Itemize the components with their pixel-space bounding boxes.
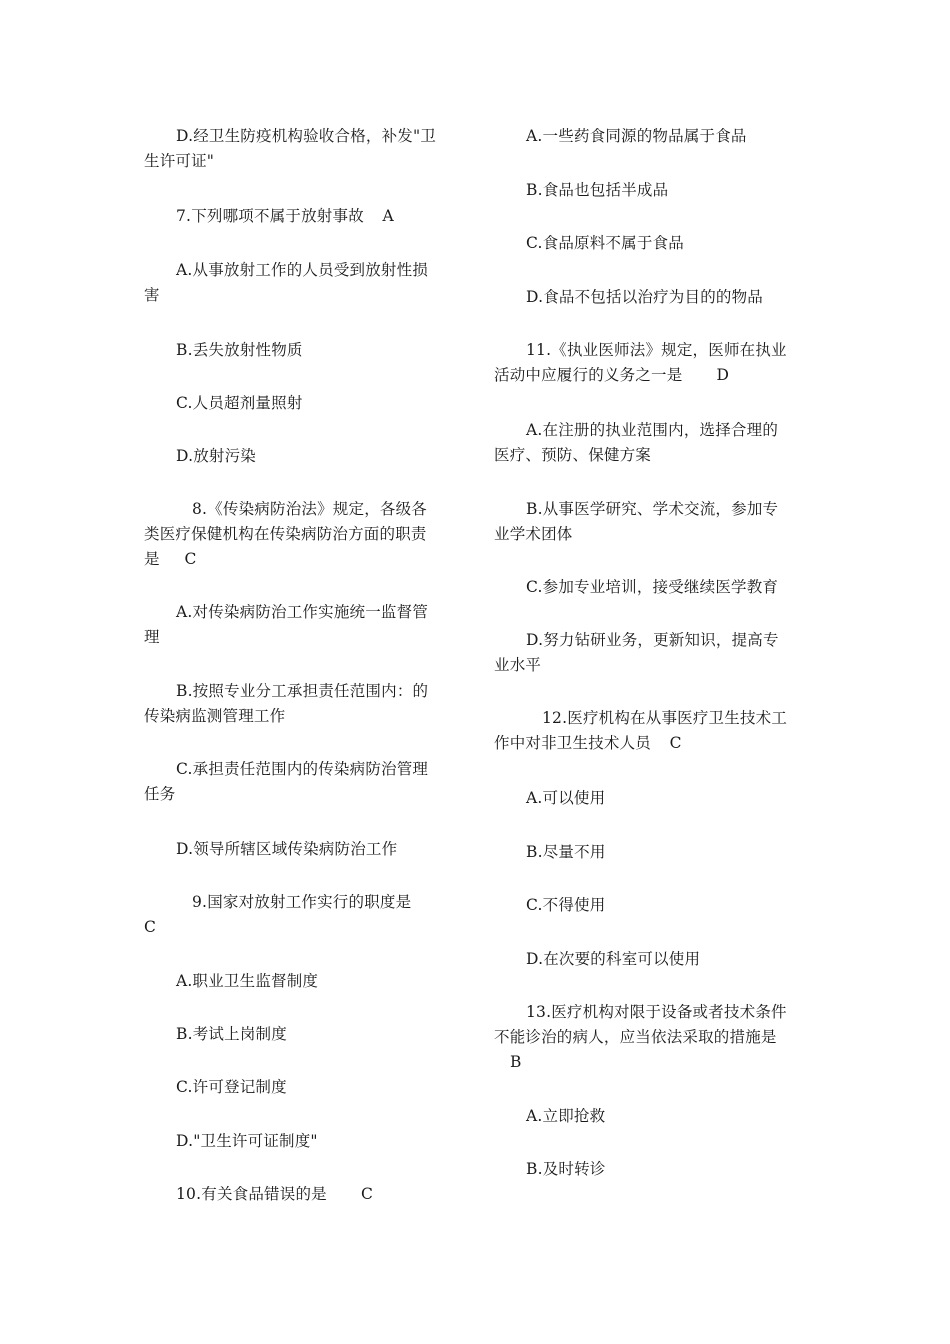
question-line: 活动中应履行的义务之一是: [494, 366, 683, 384]
option-d-q7: D.放射污染: [176, 447, 257, 465]
option-line: A.对传染病防治工作实施统一监督管: [176, 603, 429, 621]
answer-key: C: [669, 734, 682, 752]
option-d-q10: D.食品不包括以治疗为目的的物品: [526, 288, 764, 306]
option-line: 业学术团体: [494, 525, 573, 543]
question-text: 7.下列哪项不属于放射事故: [176, 207, 364, 225]
option-b-q7: B.丢失放射性物质: [176, 341, 303, 359]
option-d-q12: D.在次要的科室可以使用: [526, 950, 701, 968]
option-c-q8: [144, 757, 456, 807]
question-line: 是: [144, 550, 160, 568]
option-line: D.经卫生防疫机构验收合格，补发"卫: [176, 127, 437, 145]
question-line: 13.医疗机构对限于设备或者技术条件: [526, 1003, 787, 1021]
option-a-q11: [494, 418, 806, 468]
option-d-q11: [494, 628, 806, 678]
option-line: B.从事医学研究、学术交流，参加专: [526, 500, 779, 518]
question-11: [494, 338, 806, 388]
answer-key: C: [144, 918, 157, 936]
option-c-q10: C.食品原料不属于食品: [526, 234, 684, 252]
answer-key: A: [382, 207, 394, 225]
option-line: B.按照专业分工承担责任范围内：的: [176, 682, 429, 700]
option-line: C.承担责任范围内的传染病防治管理: [176, 760, 429, 778]
question-line: 8.《传染病防治法》规定，各级各: [192, 500, 427, 518]
option-a-q10: A.一些药食同源的物品属于食品: [526, 127, 747, 145]
option-line: A.在注册的执业范围内，选择合理的: [526, 421, 779, 439]
question-10: [144, 1182, 456, 1207]
option-a-q13: A.立即抢救: [526, 1107, 606, 1125]
option-line: 任务: [144, 785, 176, 803]
option-c-q12: C.不得使用: [526, 896, 606, 914]
question-line: 不能诊治的病人，应当依法采取的措施是: [494, 1028, 777, 1046]
option-b-q10: B.食品也包括半成品: [526, 181, 669, 199]
option-line: A.从事放射工作的人员受到放射性损: [176, 261, 429, 279]
question-text: 9.国家对放射工作实行的职度是: [192, 893, 412, 911]
question-12: [494, 706, 806, 756]
option-d-q6: [144, 124, 456, 174]
option-line: 医疗、预防、保健方案: [494, 446, 652, 464]
option-line: 害: [144, 286, 160, 304]
answer-key: D: [716, 366, 730, 384]
question-9: [144, 890, 456, 940]
answer-key: C: [184, 550, 197, 568]
question-7: [144, 204, 456, 229]
option-a-q8: [144, 600, 456, 650]
option-a-q7: [144, 258, 456, 308]
option-line: 业水平: [494, 656, 542, 674]
question-line: 12.医疗机构在从事医疗卫生技术工: [542, 709, 788, 727]
option-b-q13: B.及时转诊: [526, 1160, 606, 1178]
option-a-q12: A.可以使用: [526, 789, 606, 807]
option-line: 传染病监测管理工作: [144, 707, 286, 725]
option-line: D.努力钻研业务，更新知识，提高专: [526, 631, 779, 649]
option-line: 生许可证": [144, 152, 215, 170]
option-line: 理: [144, 628, 160, 646]
option-b-q8: [144, 679, 456, 729]
question-line: 11.《执业医师法》规定，医师在执业: [526, 341, 787, 359]
answer-key: C: [360, 1185, 374, 1203]
question-text: 10.有关食品错误的是: [176, 1185, 327, 1203]
option-b-q9: B.考试上岗制度: [176, 1025, 287, 1043]
question-line: 类医疗保健机构在传染病防治方面的职责: [144, 525, 427, 543]
option-a-q9: A.职业卫生监督制度: [176, 972, 319, 990]
option-b-q12: B.尽量不用: [526, 843, 606, 861]
option-c-q11: C.参加专业培训，接受继续医学教育: [526, 578, 779, 596]
answer-key: B: [510, 1053, 522, 1071]
option-c-q7: C.人员超剂量照射: [176, 394, 303, 412]
option-b-q11: [494, 497, 806, 547]
option-c-q9: C.许可登记制度: [176, 1078, 287, 1096]
option-d-q9: D."卫生许可证制度": [176, 1132, 318, 1150]
option-d-q8: D.领导所辖区域传染病防治工作: [176, 840, 398, 858]
question-line: 作中对非卫生技术人员: [494, 734, 652, 752]
question-13: [494, 1000, 806, 1075]
question-8: [144, 497, 456, 572]
